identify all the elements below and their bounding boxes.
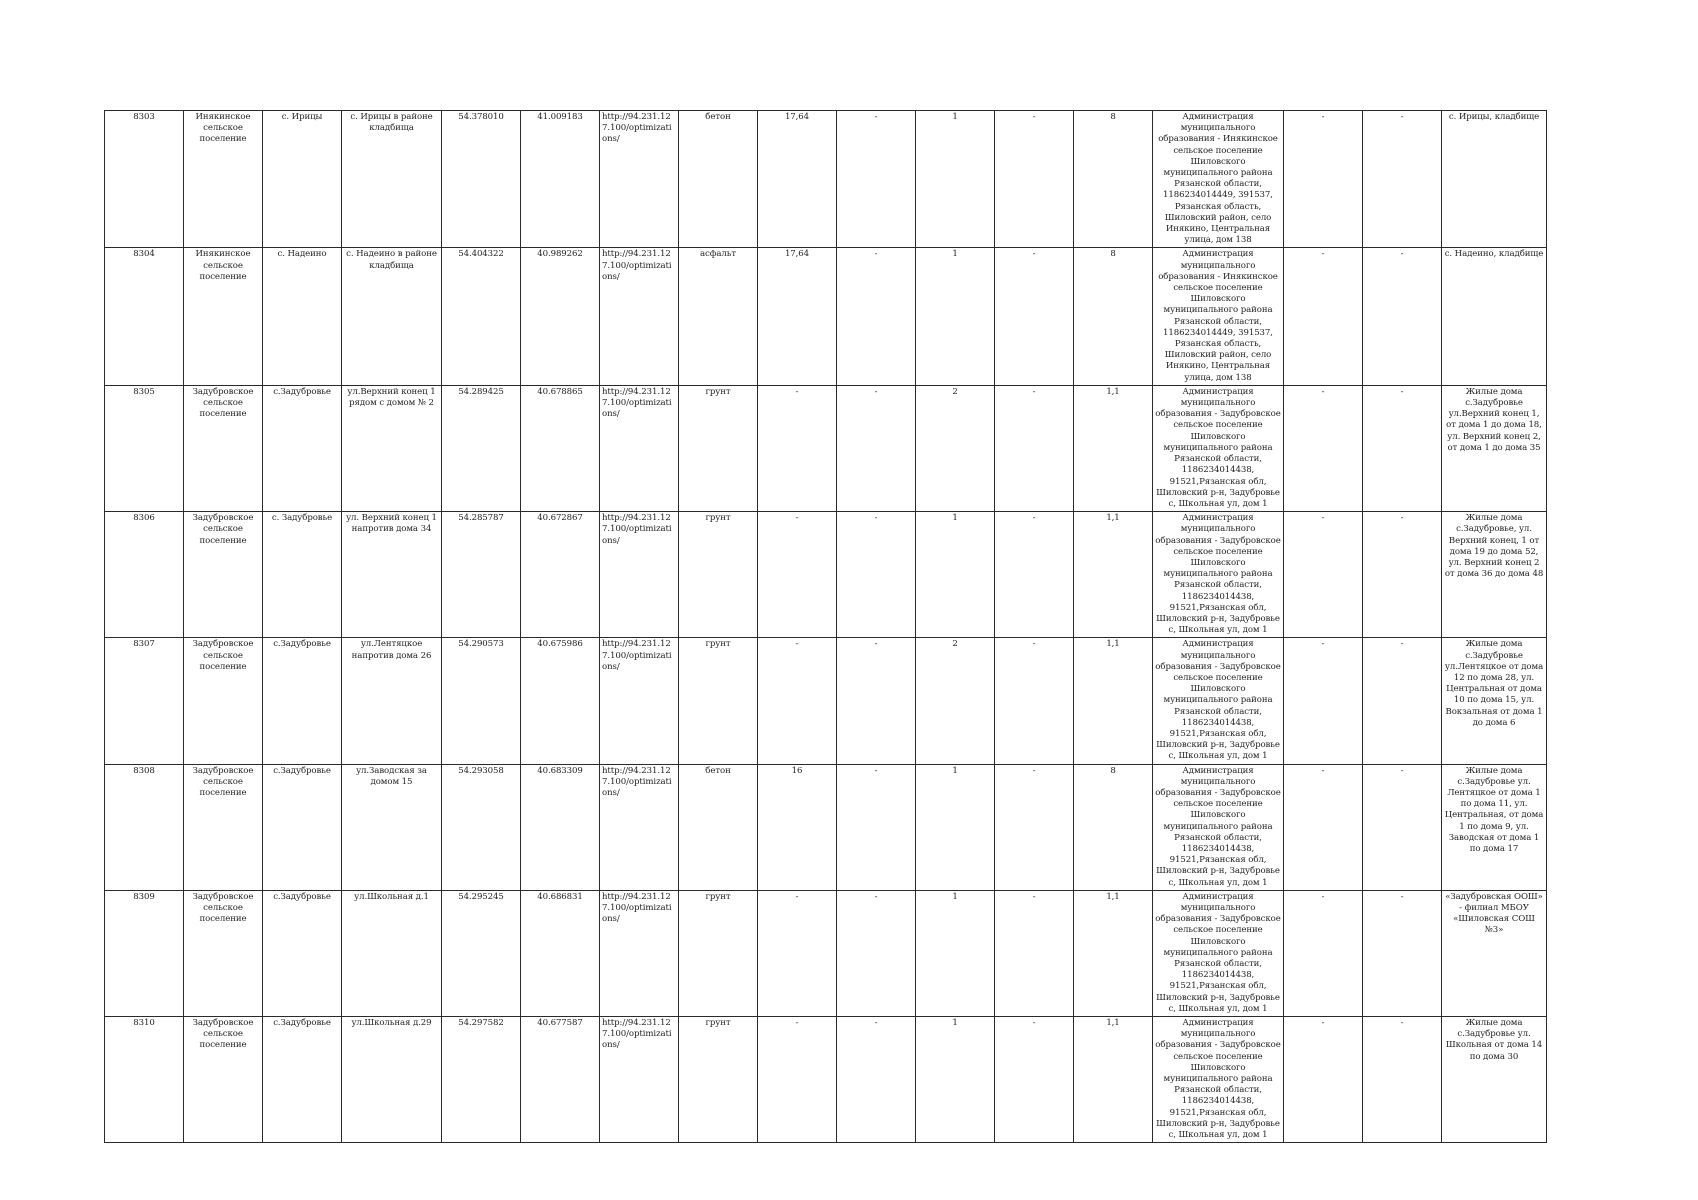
container-volume-cell: 8 bbox=[1074, 111, 1153, 248]
area-cell: 17,64 bbox=[758, 111, 837, 248]
waste-sources-cell: с. Ирицы, кладбище bbox=[1442, 111, 1547, 248]
owner-info-cell: Администрация муниципального образования - Задубровское сельское поселение Шиловского муниципального района Рязанской области, 1186234014438, 91521,Рязанская обл, Шиловский р-н, Задубровье с, Школьная ул, дом 1 bbox=[1153, 890, 1284, 1016]
surface-type-cell: грунт bbox=[679, 638, 758, 764]
settlement-cell: Задубровское сельское поселение bbox=[184, 385, 263, 511]
column-12-cell: - bbox=[995, 512, 1074, 638]
container-count-cell: 1 bbox=[916, 1017, 995, 1143]
area-cell: 17,64 bbox=[758, 248, 837, 385]
container-sites-table bbox=[104, 110, 1547, 1143]
table-row bbox=[105, 1017, 1547, 1143]
village-cell: с.Задубровье bbox=[263, 764, 342, 890]
settlement-cell: Задубровское сельское поселение bbox=[184, 1017, 263, 1143]
container-volume-cell: 1,1 bbox=[1074, 385, 1153, 511]
table-row bbox=[105, 512, 1547, 638]
longitude-cell: 40.672867 bbox=[521, 512, 600, 638]
container-volume-cell: 1,1 bbox=[1074, 890, 1153, 1016]
settlement-cell: Инякинское сельское поселение bbox=[184, 248, 263, 385]
scheme-link-cell: http://94.231.127.100/optimizations/ bbox=[600, 512, 679, 638]
owner-info-cell: Администрация муниципального образования - Задубровское сельское поселение Шиловского муниципального района Рязанской области, 1186234014438, 91521,Рязанская обл, Шиловский р-н, Задубровье с, Школьная ул, дом 1 bbox=[1153, 638, 1284, 764]
column-12-cell: - bbox=[995, 385, 1074, 511]
village-cell: с.Задубровье bbox=[263, 638, 342, 764]
longitude-cell: 40.675986 bbox=[521, 638, 600, 764]
row-id-cell: 8308 bbox=[105, 764, 184, 890]
longitude-cell: 40.683309 bbox=[521, 764, 600, 890]
owner-info-cell: Администрация муниципального образования - Инякинское сельское поселение Шиловского муниципального района Рязанской области, 1186234014449, 391537, Рязанская область, Шиловский район, село Инякино, Центральная улица, дом 138 bbox=[1153, 111, 1284, 248]
longitude-cell: 40.989262 bbox=[521, 248, 600, 385]
container-count-cell: 1 bbox=[916, 890, 995, 1016]
row-id-cell: 8310 bbox=[105, 1017, 184, 1143]
scheme-link-cell: http://94.231.127.100/optimizations/ bbox=[600, 248, 679, 385]
surface-type-cell: асфальт bbox=[679, 248, 758, 385]
column-15-cell: - bbox=[1284, 890, 1363, 1016]
waste-sources-cell: Жилые дома с.Задубровье ул. Школьная от дома 14 по дома 30 bbox=[1442, 1017, 1547, 1143]
table-row bbox=[105, 638, 1547, 764]
location-cell: ул.Верхний конец 1 рядом с домом № 2 bbox=[342, 385, 442, 511]
scheme-link-cell: http://94.231.127.100/optimizations/ bbox=[600, 385, 679, 511]
surface-type-cell: грунт bbox=[679, 385, 758, 511]
settlement-cell: Задубровское сельское поселение bbox=[184, 890, 263, 1016]
table-row bbox=[105, 111, 1547, 248]
village-cell: с.Задубровье bbox=[263, 385, 342, 511]
column-12-cell: - bbox=[995, 248, 1074, 385]
area-cell: - bbox=[758, 638, 837, 764]
surface-type-cell: грунт bbox=[679, 890, 758, 1016]
settlement-cell: Инякинское сельское поселение bbox=[184, 111, 263, 248]
container-count-cell: 1 bbox=[916, 248, 995, 385]
settlement-cell: Задубровское сельское поселение bbox=[184, 512, 263, 638]
column-15-cell: - bbox=[1284, 638, 1363, 764]
column-16-cell: - bbox=[1363, 1017, 1442, 1143]
longitude-cell: 40.686831 bbox=[521, 890, 600, 1016]
container-volume-cell: 8 bbox=[1074, 764, 1153, 890]
surface-type-cell: бетон bbox=[679, 111, 758, 248]
latitude-cell: 54.404322 bbox=[442, 248, 521, 385]
scheme-link-cell: http://94.231.127.100/optimizations/ bbox=[600, 111, 679, 248]
village-cell: с. Ирицы bbox=[263, 111, 342, 248]
latitude-cell: 54.289425 bbox=[442, 385, 521, 511]
location-cell: ул.Школьная д.1 bbox=[342, 890, 442, 1016]
village-cell: с.Задубровье bbox=[263, 890, 342, 1016]
column-10-cell: - bbox=[837, 638, 916, 764]
column-10-cell: - bbox=[837, 1017, 916, 1143]
column-10-cell: - bbox=[837, 385, 916, 511]
container-count-cell: 2 bbox=[916, 638, 995, 764]
waste-sources-cell: Жилые дома с.Задубровье ул. Лентяцкое от дома 1 по дома 11, ул. Центральная, от дома 1 по дома 9, ул. Заводская от дома 1 по дома 17 bbox=[1442, 764, 1547, 890]
scheme-link-cell: http://94.231.127.100/optimizations/ bbox=[600, 764, 679, 890]
table-body bbox=[105, 111, 1547, 1143]
owner-info-cell: Администрация муниципального образования - Задубровское сельское поселение Шиловского муниципального района Рязанской области, 1186234014438, 91521,Рязанская обл, Шиловский р-н, Задубровье с, Школьная ул, дом 1 bbox=[1153, 764, 1284, 890]
column-12-cell: - bbox=[995, 111, 1074, 248]
column-15-cell: - bbox=[1284, 512, 1363, 638]
column-16-cell: - bbox=[1363, 385, 1442, 511]
column-10-cell: - bbox=[837, 111, 916, 248]
waste-sources-cell: Жилые дома с.Задубровье ул.Лентяцкое от дома 12 по дома 28, ул. Центральная от дома 10 по дома 15, ул. Вокзальная от дома 1 до дома 6 bbox=[1442, 638, 1547, 764]
village-cell: с.Задубровье bbox=[263, 1017, 342, 1143]
latitude-cell: 54.285787 bbox=[442, 512, 521, 638]
owner-info-cell: Администрация муниципального образования - Задубровское сельское поселение Шиловского муниципального района Рязанской области, 1186234014438, 91521,Рязанская обл, Шиловский р-н, Задубровье с, Школьная ул, дом 1 bbox=[1153, 1017, 1284, 1143]
scheme-link-cell: http://94.231.127.100/optimizations/ bbox=[600, 1017, 679, 1143]
column-15-cell: - bbox=[1284, 385, 1363, 511]
waste-sources-cell: Жилые дома с.Задубровье, ул. Верхний конец, 1 от дома 19 до дома 52, ул. Верхний конец 2 от дома 36 до дома 48 bbox=[1442, 512, 1547, 638]
village-cell: с. Надеино bbox=[263, 248, 342, 385]
surface-type-cell: грунт bbox=[679, 1017, 758, 1143]
row-id-cell: 8304 bbox=[105, 248, 184, 385]
column-15-cell: - bbox=[1284, 1017, 1363, 1143]
longitude-cell: 41.009183 bbox=[521, 111, 600, 248]
latitude-cell: 54.297582 bbox=[442, 1017, 521, 1143]
column-15-cell: - bbox=[1284, 111, 1363, 248]
container-count-cell: 1 bbox=[916, 512, 995, 638]
location-cell: ул.Школьная д.29 bbox=[342, 1017, 442, 1143]
location-cell: с. Ирицы в районе кладбища bbox=[342, 111, 442, 248]
area-cell: - bbox=[758, 1017, 837, 1143]
longitude-cell: 40.678865 bbox=[521, 385, 600, 511]
latitude-cell: 54.378010 bbox=[442, 111, 521, 248]
location-cell: с. Надеино в районе кладбища bbox=[342, 248, 442, 385]
column-10-cell: - bbox=[837, 248, 916, 385]
location-cell: ул.Лентяцкое напротив дома 26 bbox=[342, 638, 442, 764]
longitude-cell: 40.677587 bbox=[521, 1017, 600, 1143]
owner-info-cell: Администрация муниципального образования - Задубровское сельское поселение Шиловского муниципального района Рязанской области, 1186234014438, 91521,Рязанская обл, Шиловский р-н, Задубровье с, Школьная ул, дом 1 bbox=[1153, 512, 1284, 638]
container-volume-cell: 1,1 bbox=[1074, 638, 1153, 764]
surface-type-cell: бетон bbox=[679, 764, 758, 890]
column-10-cell: - bbox=[837, 764, 916, 890]
container-volume-cell: 1,1 bbox=[1074, 512, 1153, 638]
column-12-cell: - bbox=[995, 1017, 1074, 1143]
table-row bbox=[105, 890, 1547, 1016]
column-16-cell: - bbox=[1363, 512, 1442, 638]
settlement-cell: Задубровское сельское поселение bbox=[184, 638, 263, 764]
surface-type-cell: грунт bbox=[679, 512, 758, 638]
column-15-cell: - bbox=[1284, 764, 1363, 890]
container-count-cell: 1 bbox=[916, 764, 995, 890]
waste-sources-cell: с. Надеино, кладбище bbox=[1442, 248, 1547, 385]
row-id-cell: 8303 bbox=[105, 111, 184, 248]
column-10-cell: - bbox=[837, 890, 916, 1016]
row-id-cell: 8309 bbox=[105, 890, 184, 1016]
scheme-link-cell: http://94.231.127.100/optimizations/ bbox=[600, 638, 679, 764]
latitude-cell: 54.290573 bbox=[442, 638, 521, 764]
location-cell: ул.Заводская за домом 15 bbox=[342, 764, 442, 890]
row-id-cell: 8307 bbox=[105, 638, 184, 764]
scheme-link-cell: http://94.231.127.100/optimizations/ bbox=[600, 890, 679, 1016]
container-volume-cell: 8 bbox=[1074, 248, 1153, 385]
area-cell: - bbox=[758, 890, 837, 1016]
latitude-cell: 54.295245 bbox=[442, 890, 521, 1016]
owner-info-cell: Администрация муниципального образования - Инякинское сельское поселение Шиловского муниципального района Рязанской области, 1186234014449, 391537, Рязанская область, Шиловский район, село Инякино, Центральная улица, дом 138 bbox=[1153, 248, 1284, 385]
table-row bbox=[105, 764, 1547, 890]
column-16-cell: - bbox=[1363, 111, 1442, 248]
owner-info-cell: Администрация муниципального образования - Задубровское сельское поселение Шиловского муниципального района Рязанской области, 1186234014438, 91521,Рязанская обл, Шиловский р-н, Задубровье с, Школьная ул, дом 1 bbox=[1153, 385, 1284, 511]
waste-sources-cell: «Задубровская ООШ» - филиал МБОУ «Шиловская СОШ №3» bbox=[1442, 890, 1547, 1016]
column-16-cell: - bbox=[1363, 764, 1442, 890]
row-id-cell: 8305 bbox=[105, 385, 184, 511]
table-row bbox=[105, 385, 1547, 511]
village-cell: с. Задубровье bbox=[263, 512, 342, 638]
column-12-cell: - bbox=[995, 764, 1074, 890]
container-count-cell: 2 bbox=[916, 385, 995, 511]
settlement-cell: Задубровское сельское поселение bbox=[184, 764, 263, 890]
area-cell: - bbox=[758, 385, 837, 511]
table-row bbox=[105, 248, 1547, 385]
column-12-cell: - bbox=[995, 890, 1074, 1016]
column-16-cell: - bbox=[1363, 890, 1442, 1016]
container-count-cell: 1 bbox=[916, 111, 995, 248]
column-10-cell: - bbox=[837, 512, 916, 638]
column-12-cell: - bbox=[995, 638, 1074, 764]
area-cell: - bbox=[758, 512, 837, 638]
column-16-cell: - bbox=[1363, 248, 1442, 385]
latitude-cell: 54.293058 bbox=[442, 764, 521, 890]
column-15-cell: - bbox=[1284, 248, 1363, 385]
registry-table-container bbox=[104, 110, 1545, 1143]
row-id-cell: 8306 bbox=[105, 512, 184, 638]
location-cell: ул. Верхний конец 1 напротив дома 34 bbox=[342, 512, 442, 638]
waste-sources-cell: Жилые дома с.Задубровье ул.Верхний конец 1, от дома 1 до дома 18, ул. Верхний конец 2, от дома 1 до дома 35 bbox=[1442, 385, 1547, 511]
container-volume-cell: 1,1 bbox=[1074, 1017, 1153, 1143]
area-cell: 16 bbox=[758, 764, 837, 890]
column-16-cell: - bbox=[1363, 638, 1442, 764]
